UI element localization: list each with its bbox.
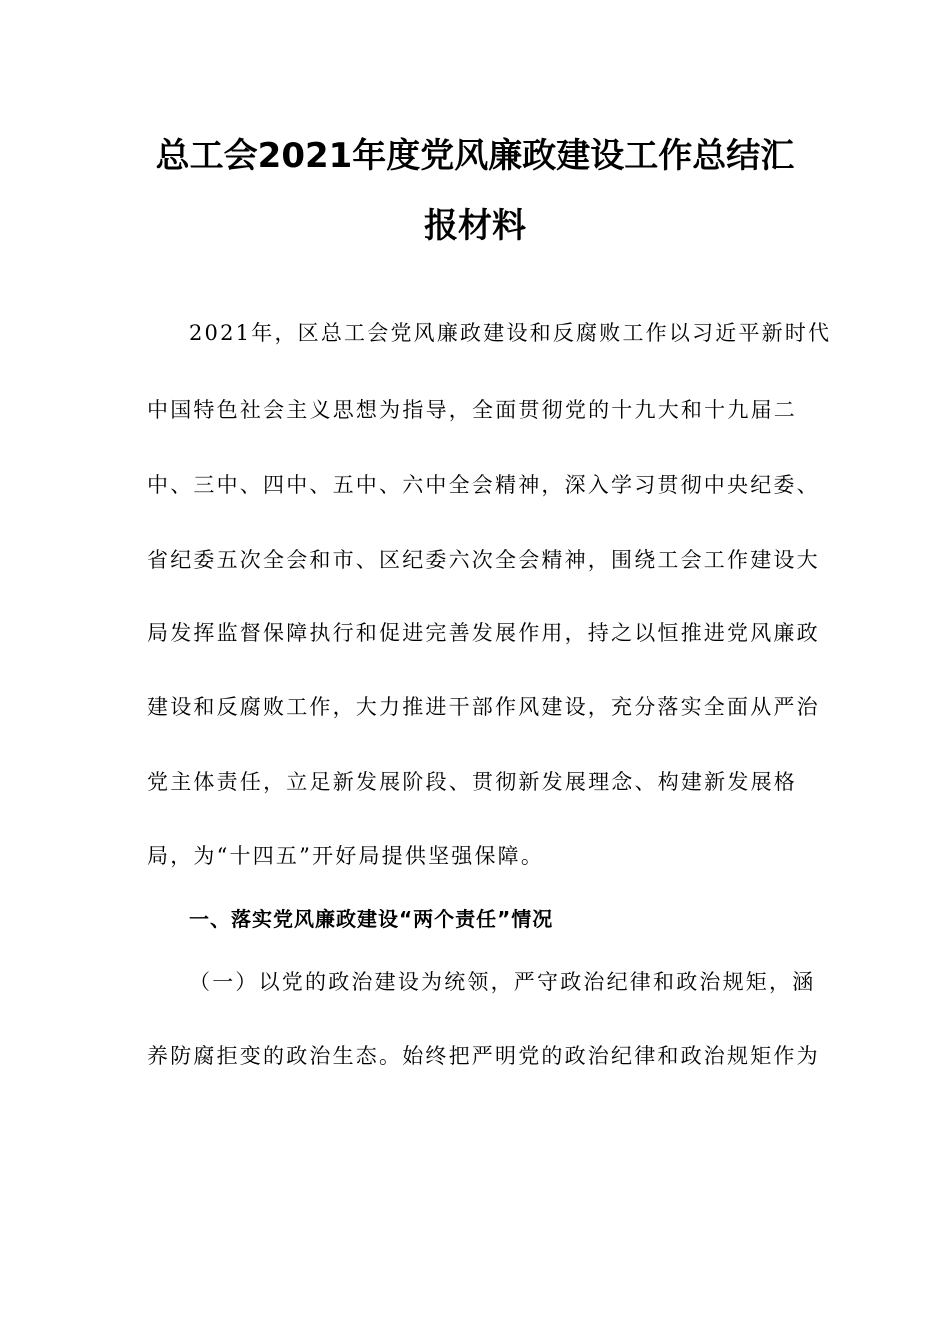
paragraph-1-line-7: 党主体责任，立足新发展阶段、贯彻新发展理念、构建新发展格 [147, 770, 797, 794]
paragraph-1-line-5: 局发挥监督保障执行和促进完善发展作用，持之以恒推进党风廉政 [147, 621, 820, 645]
paragraph-1-line-2: 中国特色社会主义思想为指导，全面贯彻党的十九大和十九届二 [147, 398, 797, 422]
paragraph-1-line-1: 2021年，区总工会党风廉政建设和反腐败工作以习近平新时代 [189, 321, 832, 345]
paragraph-1-line-4: 省纪委五次全会和市、区纪委六次全会精神，围绕工会工作建设大 [147, 548, 820, 572]
document-title-line-2: 报材料 [424, 206, 526, 246]
paragraph-1-line-3: 中、三中、四中、五中、六中全会精神，深入学习贯彻中央纪委、 [147, 473, 820, 497]
paragraph-2-line-1: （一）以党的政治建设为统领，严守政治纪律和政治规矩，涵 [189, 970, 816, 994]
paragraph-1-line-6: 建设和反腐败工作，大力推进干部作风建设，充分落实全面从严治 [147, 695, 820, 719]
paragraph-1-line-8: 局，为“十四五”开好局提供坚强保障。 [147, 844, 545, 868]
paragraph-2-line-2: 养防腐拒变的政治生态。始终把严明党的政治纪律和政治规矩作为 [147, 1044, 820, 1068]
document-title-line-1: 总工会2021年度党风廉政建设工作总结汇 [155, 136, 795, 176]
section-heading: 一、落实党风廉政建设“两个责任”情况 [189, 907, 554, 931]
